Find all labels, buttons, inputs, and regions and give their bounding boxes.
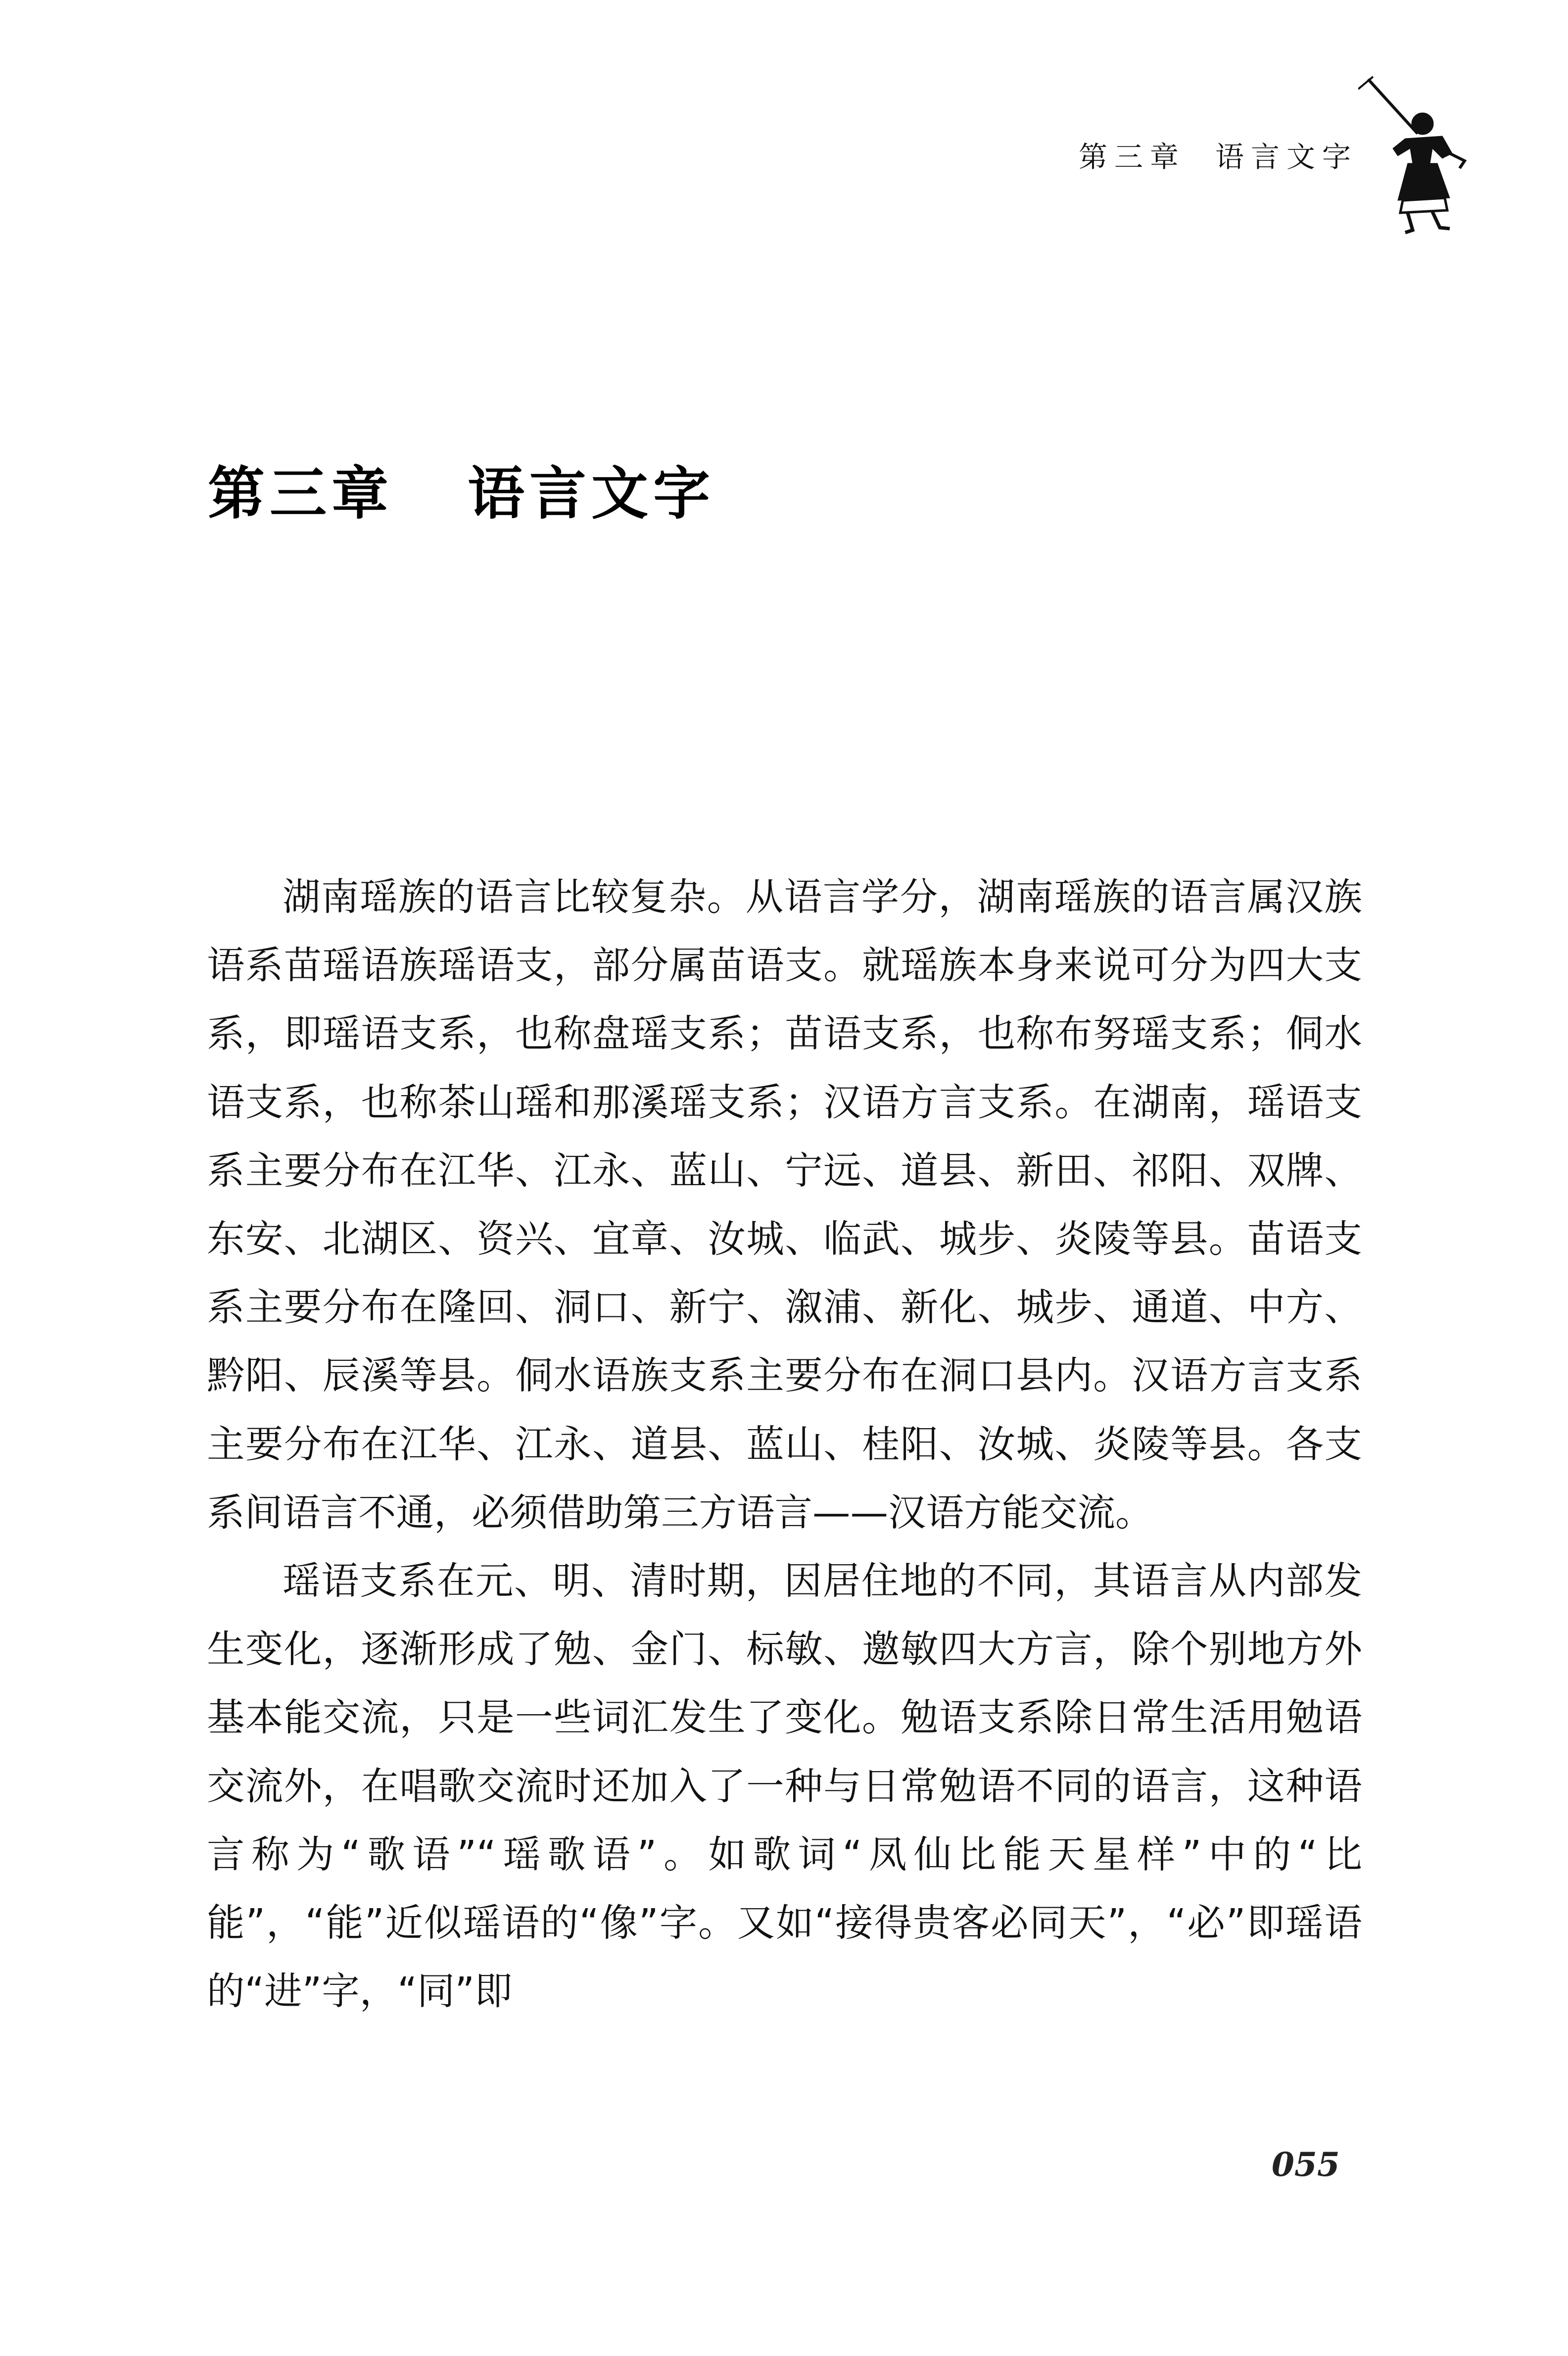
paragraph-1: 湖南瑶族的语言比较复杂。从语言学分，湖南瑶族的语言属汉族语系苗瑶语族瑶语支，部分属苗语支。就瑶族本身来说可分为四大支系，即瑶语支系，也称盘瑶支系；苗语支系，也称布努瑶支系；侗水语支系，也称茶山瑶和那溪瑶支系；汉语方言支系。在湖南，瑶语支系主要分布在江华、江永、蓝山、宁远、道县、新田、祁阳、双牌、东安、北湖区、资兴、宜章、汝城、临武、城步、炎陵等县。苗语支系主要分布在隆回、洞口、新宁、溆浦、新化、城步、通道、中方、黔阳、辰溪等县。侗水语族支系主要分布在洞口县内。汉语方言支系主要分布在江华、江永、道县、蓝山、桂阳、汝城、炎陵等县。各支系间语言不通，必须借助第三方语言——汉语方能交流。	[207, 875, 1362, 1535]
dancer-ornament-icon	[1358, 74, 1472, 238]
running-header-chapter: 第三章	[1079, 140, 1186, 174]
paragraph-2: 瑶语支系在元、明、清时期，因居住地的不同，其语言从内部发生变化，逐渐形成了勉、金门、标敏、邀敏四大方言，除个别地方外基本能交流，只是一些词汇发生了变化。勉语支系除日常生活用勉语交流外，在唱歌交流时还加入了一种与日常勉语不同的语言，这种语言称为“歌语”“瑶歌语”。如歌词“凤仙比能天星样”中的“比能”，“能”近似瑶语的“像”字。又如“接得贵客必同天”，“必”即瑶语的“进”字，“同”即	[207, 1559, 1362, 2014]
running-header-section: 语言文字	[1215, 140, 1358, 174]
running-header	[1079, 134, 1356, 175]
chapter-title-number: 第三章	[208, 461, 394, 527]
body-text	[207, 864, 1362, 2026]
chapter-title-name: 语言文字	[468, 461, 715, 527]
chapter-title	[208, 448, 715, 529]
page-number: 055	[1272, 2145, 1340, 2184]
